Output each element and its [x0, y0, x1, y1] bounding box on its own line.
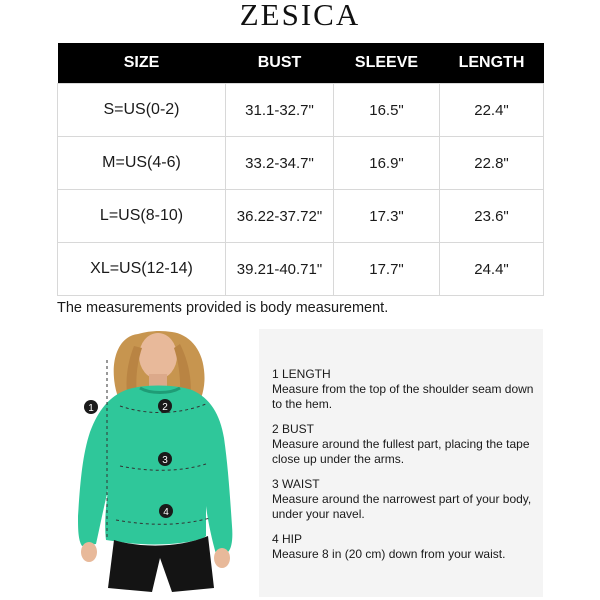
cell-bust: 36.22-37.72" [226, 190, 334, 243]
cell-bust: 33.2-34.7" [226, 137, 334, 190]
guide-item-bust [272, 422, 537, 467]
guide-item-length [272, 367, 537, 412]
cell-length: 22.8" [440, 137, 544, 190]
svg-text:3: 3 [162, 455, 168, 466]
guide-description: Measure around the fullest part, placing the tape close up under the arms. [272, 437, 530, 466]
marker-length [84, 400, 98, 414]
guide-title: 4 HIP [272, 532, 303, 546]
cell-bust: 31.1-32.7" [226, 84, 334, 137]
guide-item-hip [272, 532, 537, 562]
guide-description: Measure 8 in (20 cm) down from your waist. [272, 547, 506, 561]
cell-size: S=US(0-2) [58, 84, 226, 137]
cell-size: M=US(4-6) [58, 137, 226, 190]
face-shape [139, 333, 177, 379]
header-bust: BUST [226, 43, 334, 84]
cell-sleeve: 16.5" [334, 84, 440, 137]
size-chart-table [57, 43, 544, 296]
header-sleeve: SLEEVE [334, 43, 440, 84]
model-illustration [60, 326, 260, 596]
svg-text:1: 1 [88, 403, 94, 414]
cell-sleeve: 17.7" [334, 243, 440, 296]
cell-bust: 39.21-40.71" [226, 243, 334, 296]
guide-description: Measure from the top of the shoulder seam down to the hem. [272, 382, 534, 411]
guide-title: 1 LENGTH [272, 367, 331, 381]
table-row [58, 190, 544, 243]
header-length: LENGTH [440, 43, 544, 84]
table-row [58, 137, 544, 190]
sweater-shape [78, 386, 232, 555]
model-figure [60, 326, 260, 596]
cell-size: L=US(8-10) [58, 190, 226, 243]
table-row [58, 243, 544, 296]
marker-waist [158, 452, 172, 466]
guide-title: 2 BUST [272, 422, 315, 436]
measurement-note: The measurements provided is body measurement. [57, 300, 389, 316]
table-header-row [58, 43, 544, 84]
header-size: SIZE [58, 43, 226, 84]
svg-text:2: 2 [162, 402, 168, 413]
measurement-guide-list [272, 367, 537, 572]
svg-text:4: 4 [163, 507, 169, 518]
guide-item-waist [272, 477, 537, 522]
brand-logo: ZESICA [239, 0, 361, 32]
marker-bust [158, 399, 172, 413]
table-row [58, 84, 544, 137]
shorts-shape [108, 536, 214, 592]
guide-description: Measure around the narrowest part of your body, under your navel. [272, 492, 532, 521]
cell-length: 22.4" [440, 84, 544, 137]
guide-title: 3 WAIST [272, 477, 320, 491]
cell-size: XL=US(12-14) [58, 243, 226, 296]
cell-sleeve: 17.3" [334, 190, 440, 243]
marker-hip [159, 504, 173, 518]
cell-length: 24.4" [440, 243, 544, 296]
cell-sleeve: 16.9" [334, 137, 440, 190]
cell-length: 23.6" [440, 190, 544, 243]
